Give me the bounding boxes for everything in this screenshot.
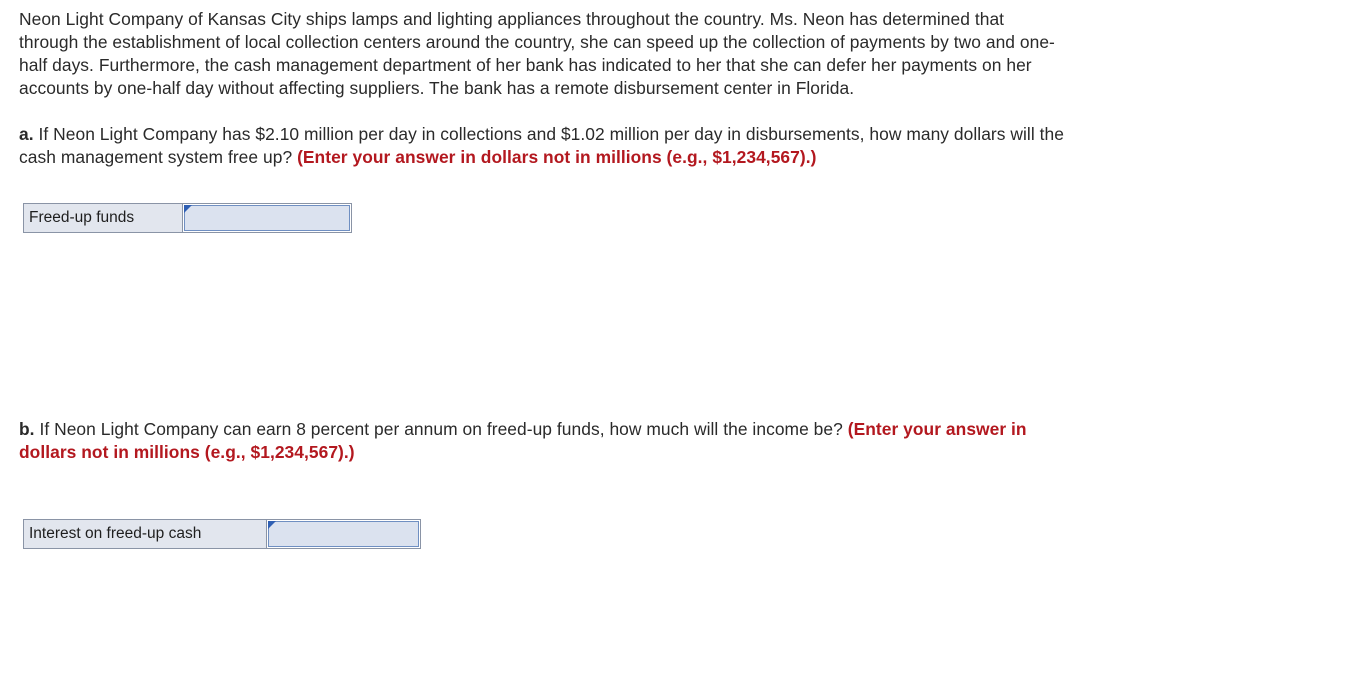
question-a-text-cont: cash management system free up?	[19, 147, 298, 167]
input-corner-marker-icon	[268, 521, 276, 529]
intro-line: Neon Light Company of Kansas City ships lamps and lighting appliances throughout the country. Ms. Neon has determined that	[19, 9, 1005, 29]
interest-input[interactable]	[268, 521, 419, 547]
freed-up-funds-row	[23, 203, 352, 233]
interest-cell	[266, 520, 420, 548]
freed-up-funds-cell	[182, 204, 351, 232]
question-b-letter: b.	[19, 419, 35, 439]
interest-row	[23, 519, 421, 549]
question-b-text: If Neon Light Company can earn 8 percent per annum on freed-up funds, how much will the income be?	[34, 419, 848, 439]
intro-line: accounts by one-half day without affecting suppliers. The bank has a remote disbursement center in Florida.	[19, 78, 855, 98]
question-b-hint: (Enter your answer in	[847, 419, 1027, 439]
interest-label: Interest on freed-up cash	[29, 525, 202, 542]
freed-up-funds-label: Freed-up funds	[29, 209, 135, 226]
problem-intro	[19, 8, 1309, 100]
question-a-hint: (Enter your answer in dollars not in millions (e.g., $1,234,567).)	[297, 147, 817, 167]
question-a-letter: a.	[19, 124, 34, 144]
intro-line: half days. Furthermore, the cash management department of her bank has indicated to her that she can defer her payments on her	[19, 55, 1032, 75]
input-corner-marker-icon	[184, 205, 192, 213]
intro-line: through the establishment of local collection centers around the country, she can speed up the collection of payments by two and one-	[19, 32, 1055, 52]
question-a	[19, 123, 1309, 169]
question-a-text: If Neon Light Company has $2.10 million per day in collections and $1.02 million per day in disbursements, how many dollars will the	[33, 124, 1064, 144]
freed-up-funds-input[interactable]	[184, 205, 350, 231]
question-b	[19, 418, 1309, 464]
question-b-hint-cont: dollars not in millions (e.g., $1,234,567).)	[19, 442, 355, 462]
